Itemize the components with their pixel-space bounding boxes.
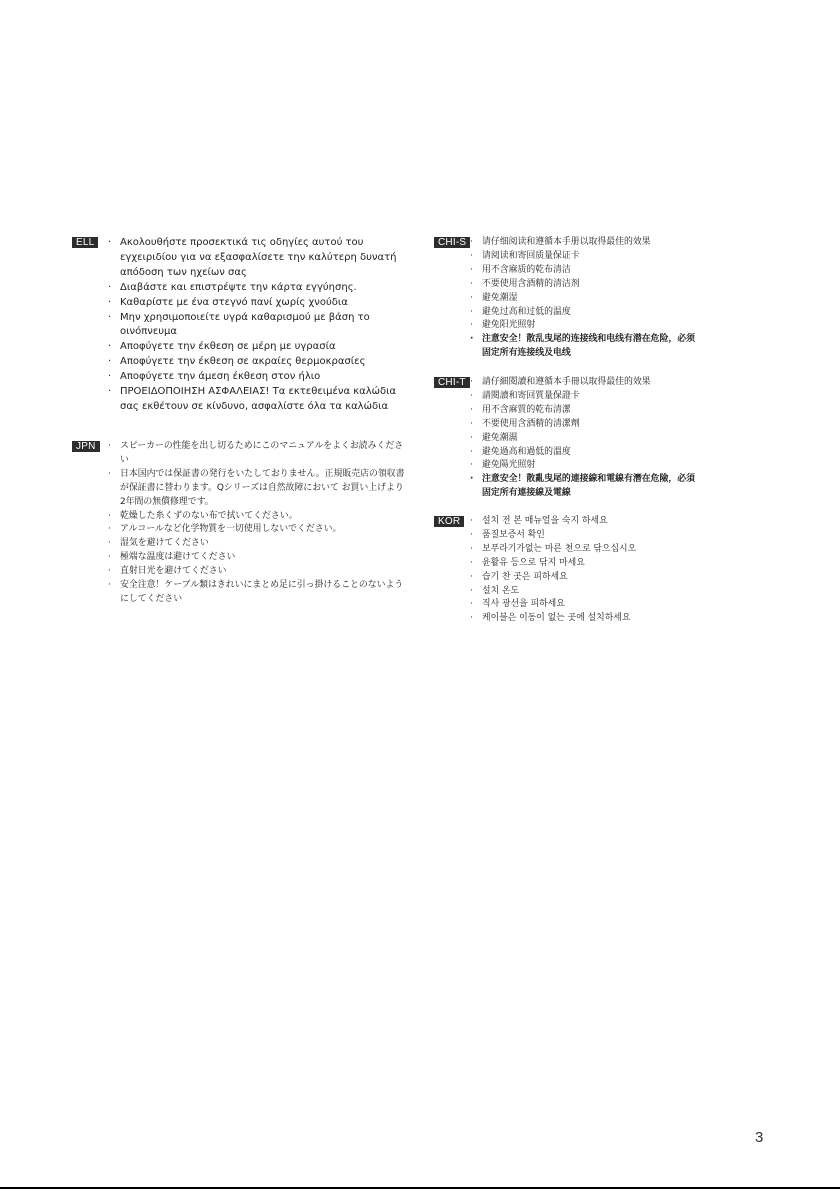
instruction-item: · 日本国内では保証書の発行をいたしておりません。正規販売店の領収書が保証書に替わります。Qシリーズは自然故障において お買い上げより2年間の無償修理です。 [108,468,405,507]
instruction-item: · 避免潮湿 [470,292,518,303]
instruction-item: · 请仔细阅读和遵循本手册以取得最佳的效果 [470,237,651,247]
instruction-item: · 直射日光を避けてください [108,566,227,577]
instruction-item: · 请阅读和寄回质量保证卡 [470,250,580,261]
instruction-item: · 설치 전 본 매뉴얼을 숙지 하세요 [470,516,608,526]
safety-warning-item: · 注意安全！散亂曳尾的連接線和電線有潛在危險，必須固定所有連接線及電線 [470,474,695,499]
language-tag-jpn: JPN [72,441,100,452]
instruction-item: · 보푸라기가없는 마른 천으로 닦으십시오 [470,543,637,554]
instruction-item: · 請仔細閱讀和遵循本手冊以取得最佳的效果 [470,377,651,387]
instruction-item: · アルコールなど化学物質を一切使用しないでください。 [108,524,342,535]
instruction-item: · Αποφύγετε την έκθεση σε ακραίες θερμοκρασίες [108,356,366,368]
instruction-item: · 請閱讀和寄回質量保證卡 [470,390,580,401]
instruction-item: · 설치 온도 [470,585,520,596]
instruction-item: · 避免過高和過低的溫度 [470,446,571,457]
instruction-item: · Διαβάστε και επιστρέψτε την κάρτα εγγύησης. [108,281,357,293]
instruction-item: · 避免潮濕 [470,432,518,443]
instruction-item: · 乾燥した糸くずのない布で拭いてください。 [108,510,298,521]
page-number: 3 [755,1129,764,1146]
safety-warning-item: · 安全注意！ケーブル類はきれいにまとめ足に引っ掛けることのないようにしてください [108,580,404,604]
instruction-item: · Ακολουθήστε προσεκτικά τις οδηγίες αυτού του εγχειριδίου για να εξασφαλίσετε την καλύτερη δυνατή απόδοση των ηχείων σας [108,237,397,278]
instruction-item: · 윤활유 등으로 닦지 마세요 [470,557,585,568]
safety-warning-item: · 케이블은 이동이 없는 곳에 설치하세요 [470,613,631,624]
language-tag-kor: KOR [434,516,464,527]
instruction-item: · 不要使用含酒精的清洁剂 [470,278,580,289]
instruction-item: · Αποφύγετε την έκθεση σε μέρη με υγρασία [108,341,336,353]
instruction-item: · 품질보증서 확인 [470,529,545,540]
instruction-item: · 직사 광선을 피하세요 [470,599,565,610]
instruction-item: · 湿気を避けてください [108,538,209,549]
instruction-item: · 避免阳光照射 [470,320,536,331]
language-tag-chi-s: CHI-S [434,237,470,248]
instruction-item: · 不要使用含酒精的清潔劑 [470,418,580,429]
instruction-item: · 極端な温度は避けてください [108,552,236,563]
language-tag-ell: ELL [72,237,98,248]
safety-warning-item: · 注意安全！散乱曳尾的连接线和电线有潜在危险，必须固定所有连接线及电线 [470,334,695,359]
instruction-item: · 用不含麻质的乾布清洁 [470,264,571,275]
instruction-item: · スピーカーの性能を出し切るためにこのマニュアルをよくお読みください [108,441,404,465]
instruction-item: · Αποφύγετε την άμεση έκθεση στον ήλιο [108,371,321,383]
language-tag-chi-t: CHI-T [434,377,470,388]
instruction-item: · Μην χρησιμοποιείτε υγρά καθαρισμού με βάση το οινόπνευμα [108,311,370,338]
instruction-item: · 避免陽光照射 [470,460,536,471]
instruction-item: · Καθαρίστε με ένα στεγνό πανί χωρίς χνούδια [108,296,348,308]
instruction-item: · 避免过高和过低的温度 [470,306,571,317]
safety-warning-item: · ΠΡΟΕΙΔΟΠΟΙΗΣΗ ΑΣΦΑΛΕΙΑΣ! Τα εκτεθειμένα καλώδια σας εκθέτουν σε κίνδυνο, ασφαλίστε όλα τα καλώδια [108,386,397,412]
instruction-item: · 습기 찬 곳은 피하세요 [470,571,568,582]
bottom-rule [0,1187,840,1189]
instruction-item: · 用不含麻質的乾布清潔 [470,404,571,415]
